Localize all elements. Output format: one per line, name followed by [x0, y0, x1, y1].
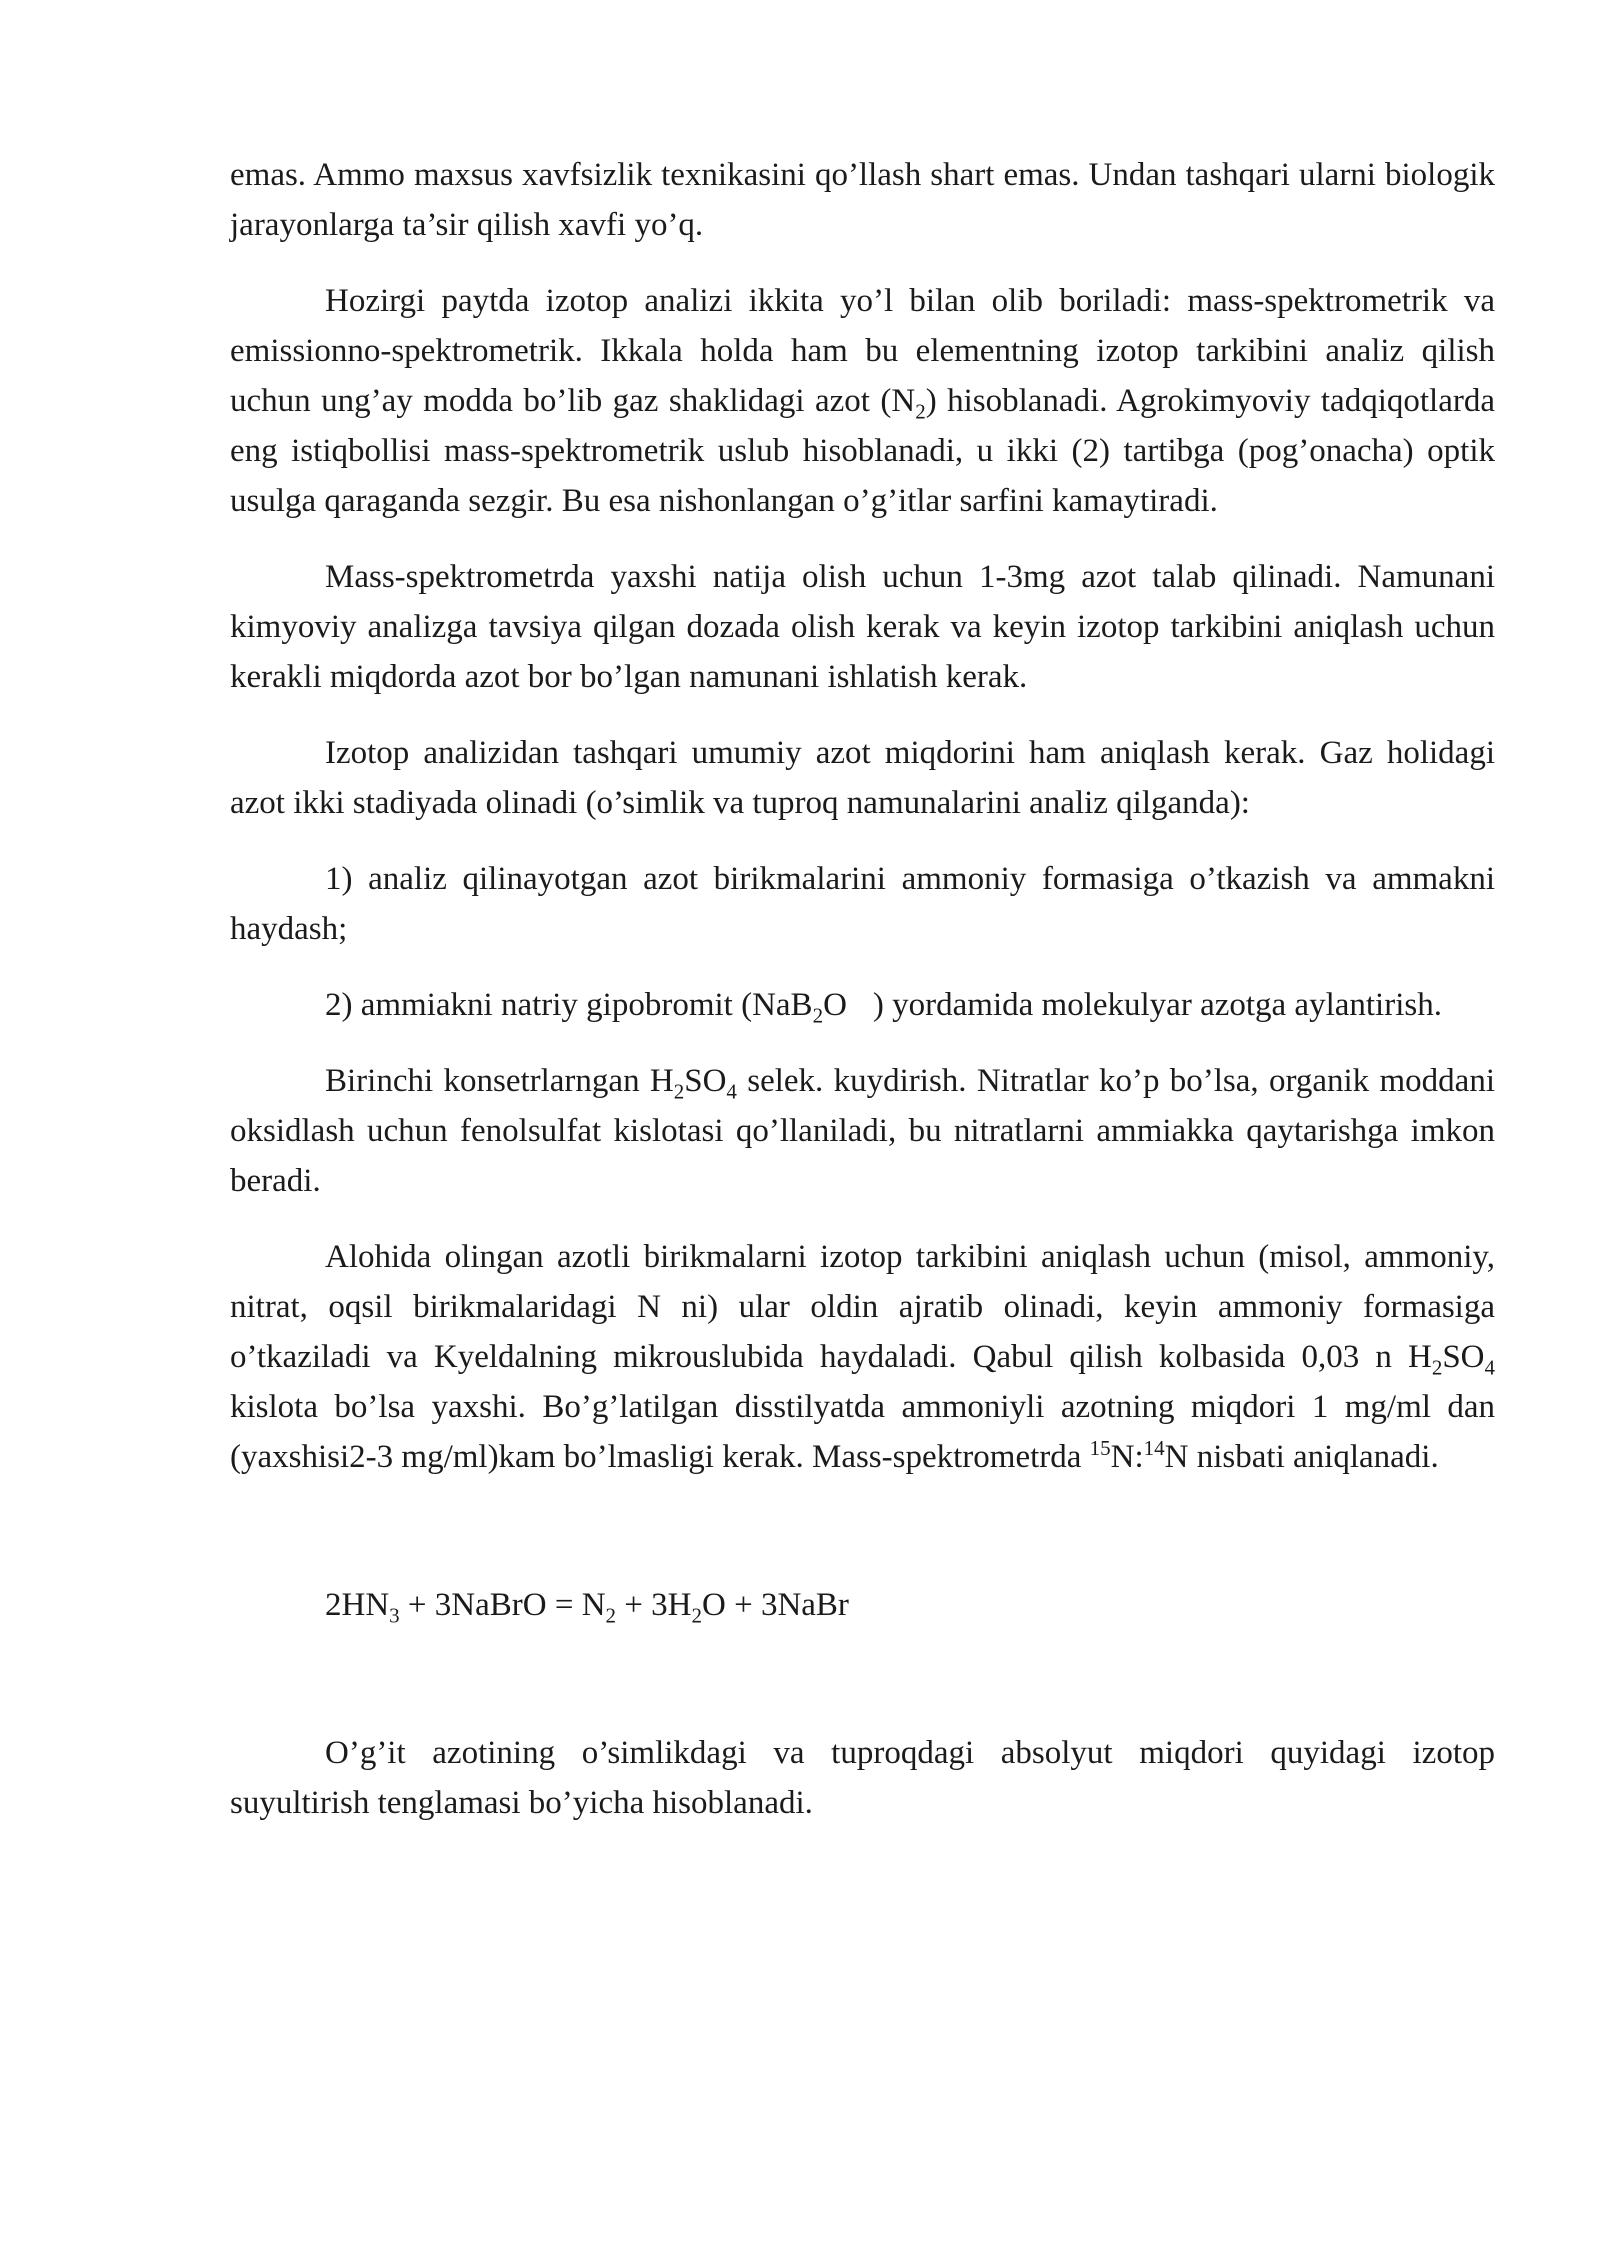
- paragraph-7-text-c: selek. kuydirish. Nitratlar ko’p bo’lsa, organik moddani oksidlash uchun fenolsulfat kislotasi qo’llaniladi, bu nitratlarni ammiakka qaytarishga imkon beradi.: [230, 1063, 1495, 1199]
- paragraph-7-subscript-1: 2: [673, 1079, 685, 1104]
- paragraph-8-text-e: N nisbati aniqlanadi.: [1164, 1439, 1439, 1475]
- paragraph-6-text-a: 2) ammiakni natriy gipobromit (NaB: [325, 987, 813, 1023]
- paragraph-8-superscript-1: 15: [1089, 1436, 1111, 1460]
- equation-subscript-2: 2: [605, 1603, 617, 1628]
- paragraph-7-subscript-2: 4: [726, 1079, 737, 1104]
- paragraph-2-text-a: Hozirgi paytda izotop analizi ikkita yo’l bilan olib boriladi: mass-spektrometrik va emissionno-spektrometrik. Ikkala holda ham bu elementning izotop tarkibini analiz qilish uchun ung’ay modda bo’lib gaz shaklidagi azot (N: [230, 283, 1495, 419]
- paragraph-1: emas. Ammo maxsus xavfsizlik texnikasini qo’llash shart emas. Undan tashqari ularni biologik jarayonlarga ta’sir qilish xavfi yo’q.: [230, 157, 1495, 243]
- equation-text-b: + 3NaBrO = N: [399, 1587, 606, 1623]
- equation-subscript-3: 2: [691, 1603, 702, 1628]
- chemical-equation: [230, 1580, 1495, 1630]
- paragraph-8-superscript-2: 14: [1143, 1436, 1165, 1460]
- document-page: [230, 150, 1495, 1854]
- paragraph-8-subscript-2: 4: [1484, 1355, 1495, 1380]
- paragraph-5: 1) analiz qilinayotgan azot birikmalarini ammoniy formasiga o’tkazish va ammakni haydash;: [230, 861, 1495, 947]
- paragraph-6: [230, 980, 1495, 1030]
- paragraph-7: [230, 1056, 1495, 1206]
- paragraph-6-text-c: ) yordamida molekulyar azotga aylantirish.: [872, 987, 1442, 1023]
- equation-text-a: 2HN: [325, 1587, 390, 1623]
- paragraph-7-text-b: SO: [684, 1063, 727, 1099]
- paragraph-3: Mass-spektrometrda yaxshi natija olish uchun 1-3mg azot talab qilinadi. Namunani kimyoviy analizga tavsiya qilgan dozada olish kerak va keyin izotop tarkibini aniqlash uchun kerakli miqdorda azot bor bo’lgan namunani ishlatish kerak.: [230, 559, 1495, 695]
- paragraph-8-text-d: N:: [1110, 1439, 1144, 1475]
- paragraph-9: O’g’it azotining o’simlikdagi va tuproqdagi absolyut miqdori quyidagi izotop suyultirish tenglamasi bo’yicha hisoblanadi.: [230, 1735, 1495, 1821]
- paragraph-2-text-b: ) hisoblanadi. Agrokimyoviy tadqiqotlarda eng istiqbollisi mass-spektrometrik uslub hisoblanadi, u ikki (2) tartibga (pog’onacha) optik usulga qaraganda sezgir. Bu esa nishonlangan o’g’itlar sarfini kamaytiradi.: [230, 383, 1495, 519]
- paragraph-4: Izotop analizidan tashqari umumiy azot miqdorini ham aniqlash kerak. Gaz holidagi azot ikki stadiyada olinadi (o’simlik va tuproq namunalarini analiz qilganda):: [230, 735, 1495, 821]
- paragraph-8-text-c: kislota bo’lsa yaxshi. Bo’g’latilgan disstilyatda ammoniyli azotning miqdori 1 mg/ml dan (yaxshisi2-3 mg/ml)kam bo’lmasligi kerak. Mass-spektrometrda: [230, 1389, 1495, 1475]
- paragraph-8-text-a: Alohida olingan azotli birikmalarni izotop tarkibini aniqlash uchun (misol, ammoniy, nitrat, oqsil birikmalaridagi N ni) ular oldin ajratib olinadi, keyin ammoniy formasiga o’tkaziladi va Kyeldalning mikrouslubida haydaladi. Qabul qilish kolbasida 0,03 n H: [230, 1239, 1495, 1375]
- paragraph-6-subscript: 2: [812, 1003, 824, 1028]
- paragraph-8-text-b: SO: [1442, 1339, 1485, 1375]
- equation-text-d: O + 3NaBr: [702, 1587, 849, 1623]
- paragraph-7-text-a: Birinchi konsetrlarngan H: [325, 1063, 674, 1099]
- equation-subscript-1: 3: [389, 1603, 400, 1628]
- paragraph-2-subscript: 2: [915, 399, 926, 424]
- paragraph-2: [230, 276, 1495, 526]
- equation-text-c: + 3H: [616, 1587, 692, 1623]
- paragraph-8: [230, 1232, 1495, 1482]
- paragraph-6-text-b: O: [823, 987, 847, 1023]
- paragraph-8-subscript-1: 2: [1431, 1355, 1443, 1380]
